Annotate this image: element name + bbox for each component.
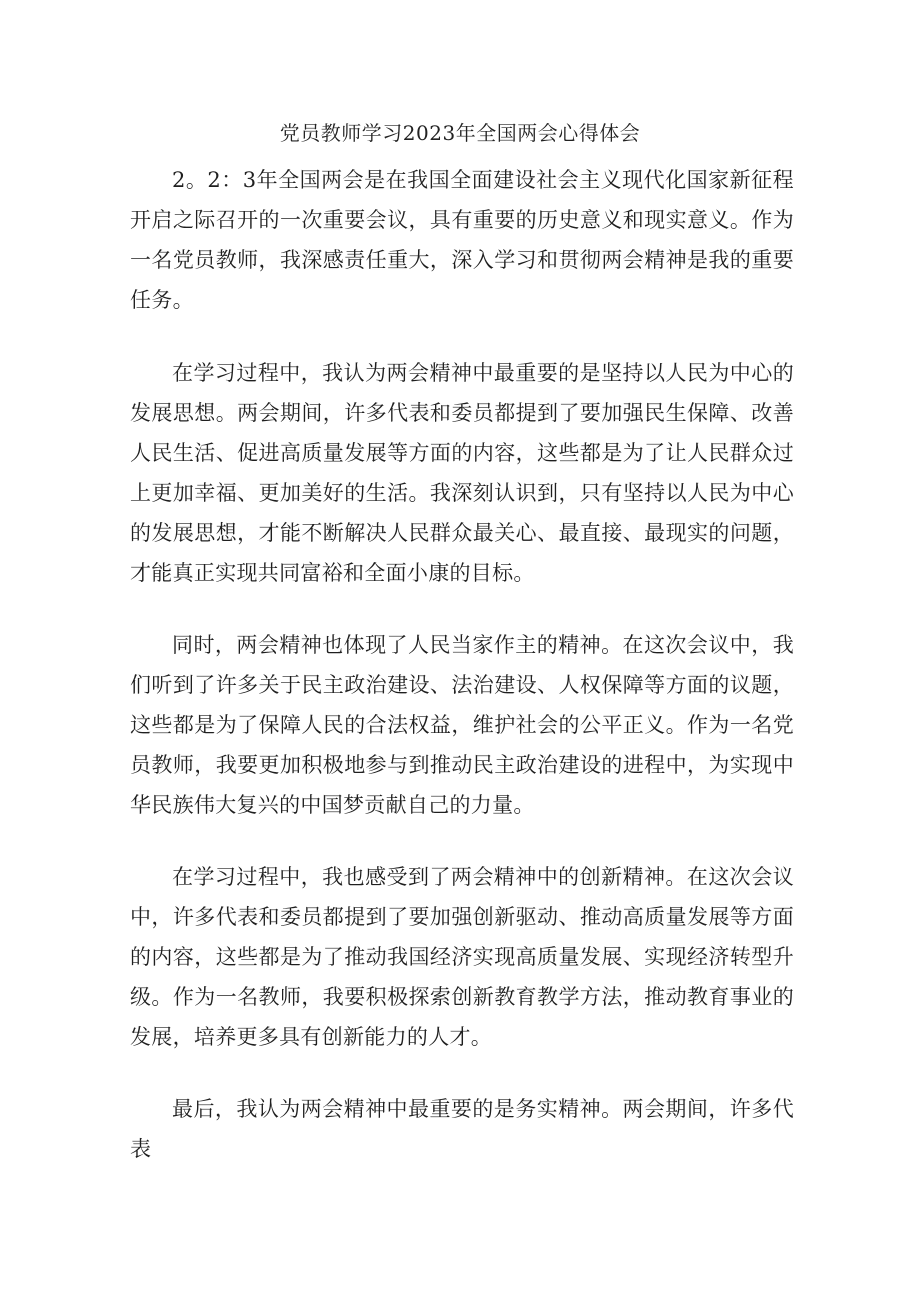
paragraph-4: 在学习过程中，我也感受到了两会精神中的创新精神。在这次会议中，许多代表和委员都提到了要加强创新驱动、推动高质量发展等方面的内容，这些都是为了推动我国经济实现高质量发展、实现经济转型升级。作为一名教师，我要积极探索创新教育教学方法，推动教育事业的发展，培养更多具有创新能力的人才。 <box>130 865 794 1049</box>
paragraph-2: 在学习过程中，我认为两会精神中最重要的是坚持以人民为中心的发展思想。两会期间，许多代表和委员都提到了要加强民生保障、改善人民生活、促进高质量发展等方面的内容，这些都是为了让人民群众过上更加幸福、更加美好的生活。我深刻认识到，只有坚持以人民为中心的发展思想，才能不断解决人民群众最关心、最直接、最现实的问题，才能真正实现共同富裕和全面小康的目标。 <box>130 361 794 585</box>
paragraph-5: 最后，我认为两会精神中最重要的是务实精神。两会期间，许多代表 <box>130 1097 794 1161</box>
document-title: 党员教师学习2023年全国两会心得体会 <box>279 121 641 145</box>
paragraph-1: 2。2：3年全国两会是在我国全面建设社会主义现代化国家新征程开启之际召开的一次重要会议，具有重要的历史意义和现实意义。作为一名党员教师，我深感责任重大，深入学习和贯彻两会精神是我的重要任务。 <box>130 168 794 312</box>
document-body <box>130 160 794 1201</box>
paragraph-3: 同时，两会精神也体现了人民当家作主的精神。在这次会议中，我们听到了许多关于民主政治建设、法治建设、人权保障等方面的议题，这些都是为了保障人民的合法权益，维护社会的公平正义。作为一名党员教师，我要更加积极地参与到推动民主政治建设的进程中，为实现中华民族伟大复兴的中国梦贡献自己的力量。 <box>130 633 794 817</box>
